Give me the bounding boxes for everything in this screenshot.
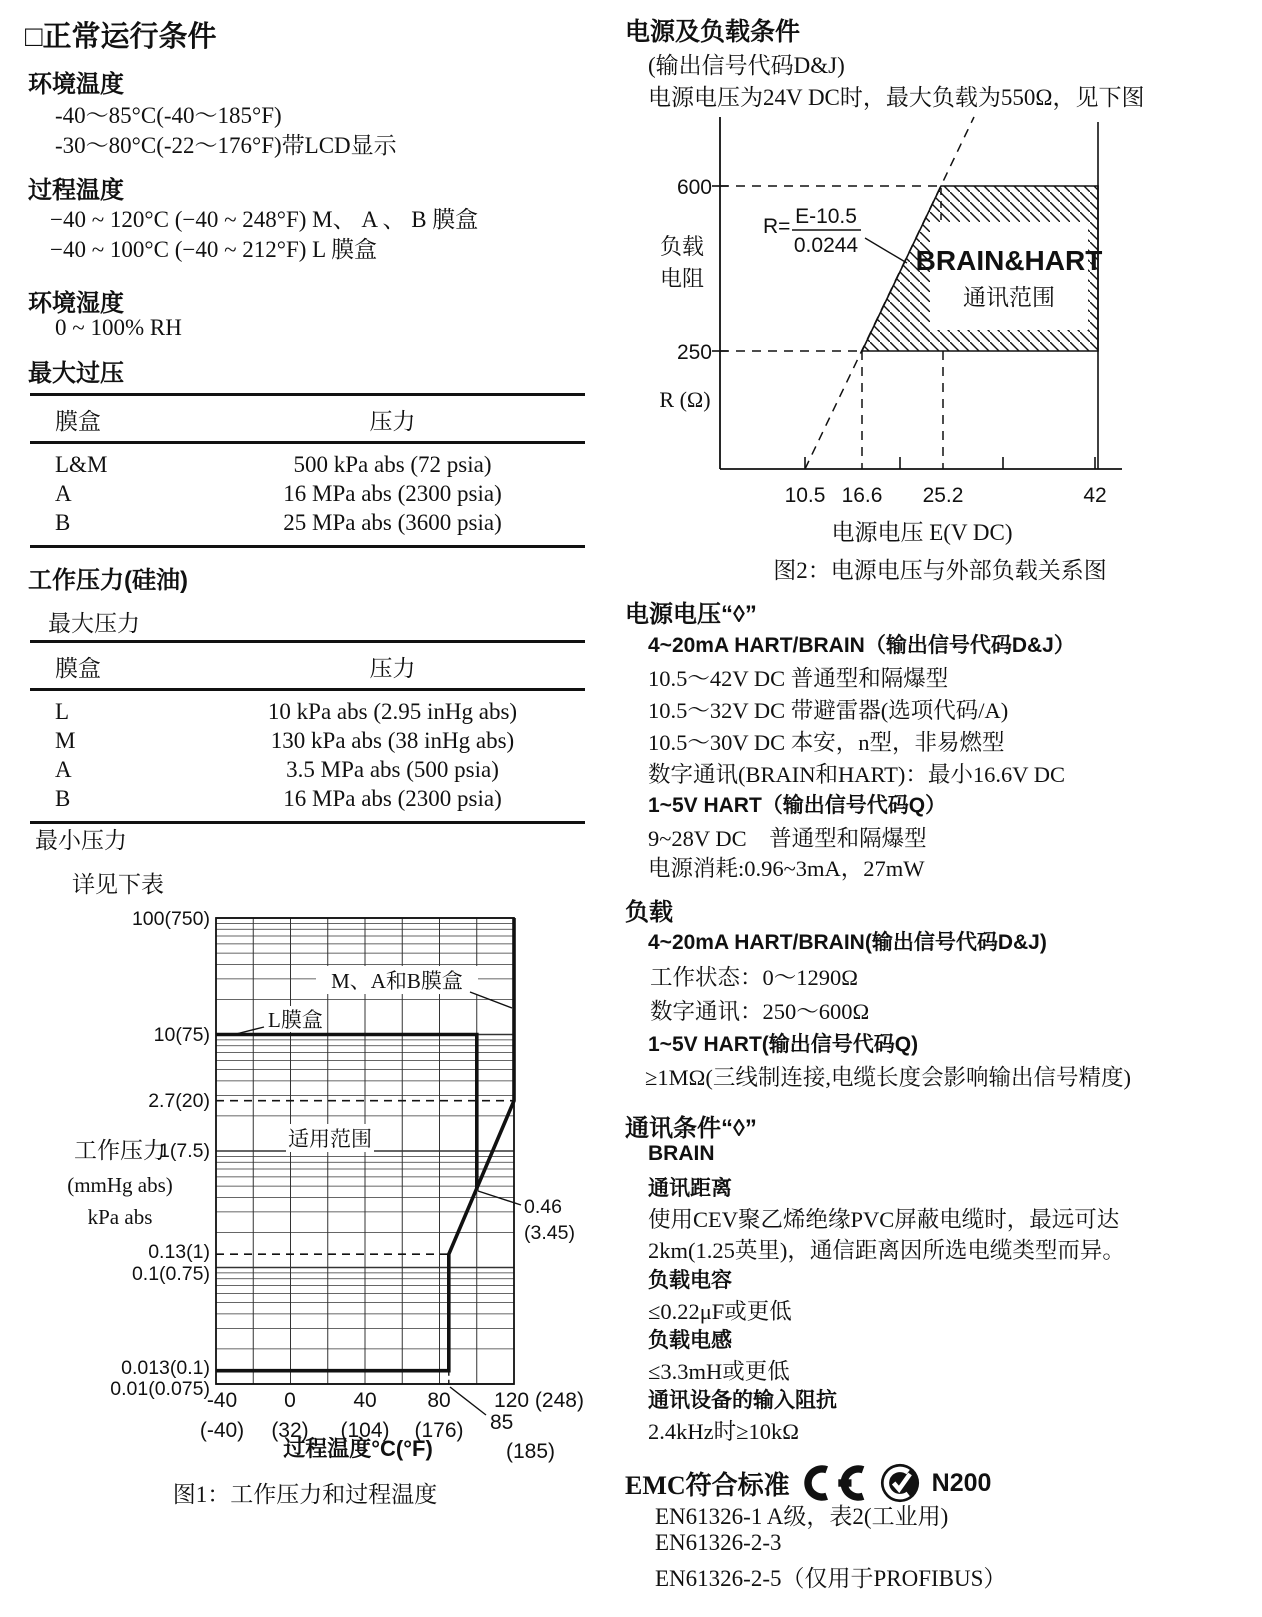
supply-item: 电源消耗:0.96~3mA，27mW (648, 856, 925, 881)
table-header-row (30, 396, 585, 444)
x-tick: 120 (248) (494, 1389, 584, 1412)
supply-item: 9~28V DC 普通型和隔爆型 (648, 826, 927, 851)
load-item: 数字通讯：250～600Ω (650, 999, 870, 1024)
table-row (30, 479, 585, 508)
cell-pressure: 130 kPa abs (38 inHg abs) (270, 728, 515, 753)
load-item: 工作状态：0～1290Ω (650, 965, 858, 990)
cell-capsule: B (55, 786, 71, 811)
formula-denominator: 0.0244 (793, 234, 859, 257)
cell-capsule: M (55, 728, 76, 753)
x-subtick: (104) (340, 1419, 390, 1442)
y-tick-label: 250 (676, 341, 712, 364)
formula-numerator: E-10.5 (795, 205, 857, 228)
comm-item: 通讯距离 (648, 1177, 732, 1200)
min-pressure-note: 详见下表 (72, 872, 164, 897)
y-axis-unit: (mmHg abs) (67, 1173, 173, 1197)
y-axis-unit: kPa abs (87, 1205, 153, 1229)
cell-capsule: A (55, 757, 72, 782)
y-axis-title: 负载 (659, 234, 705, 259)
y-tick: 1(7.5) (159, 1140, 210, 1162)
cell-pressure: 25 MPa abs (3600 psia) (283, 510, 502, 535)
y-tick: 2.7(20) (148, 1090, 210, 1112)
overpressure-table (30, 393, 585, 548)
y-tick: 0.01(0.075) (110, 1378, 210, 1400)
x-subtick: (-40) (199, 1419, 245, 1442)
supply-item: 10.5～42V DC 普通型和隔爆型 (648, 666, 949, 691)
comm-item: 通讯设备的输入阻抗 (648, 1389, 837, 1412)
table-row (30, 450, 585, 479)
y-tick: 0.013(0.1) (121, 1357, 210, 1379)
mab-capsule-label: M、A和B膜盒 (331, 969, 463, 993)
emc-standard-line: EN61326-2-5（仅用于PROFIBUS） (655, 1566, 1007, 1591)
applicable-range-label: 适用范围 (288, 1127, 372, 1151)
supply-item: 数字通讯(BRAIN和HART)：最小16.6V DC (648, 762, 1065, 787)
cell-capsule: B (55, 510, 71, 535)
supply-item: 4~20mA HART/BRAIN（输出信号代码D&J） (648, 634, 1075, 657)
x-tick: 40 (353, 1389, 377, 1412)
heading-emc: EMC符合标准 (625, 1470, 790, 1500)
y-tick: 0.13(1) (148, 1241, 210, 1263)
supply-item: 1~5V HART（输出信号代码Q） (648, 794, 947, 817)
process-temp-line: −40 ~ 120°C (−40 ~ 248°F) M、 A 、 B 膜盒 (50, 207, 479, 232)
table-header-pressure: 压力 (369, 656, 416, 681)
heading-process-temp: 过程温度 (28, 177, 124, 204)
region-label-bg (930, 222, 1088, 330)
heading-load: 负载 (625, 899, 673, 926)
table-header-pressure: 压力 (369, 409, 416, 434)
cell-capsule: L&M (55, 452, 108, 477)
region-label-brainhart: BRAIN&HART (915, 245, 1103, 276)
y-tick: 0.1(0.75) (131, 1263, 210, 1285)
ambient-temp-line: -40～85°C(-40～185°F) (55, 103, 282, 128)
comm-item: 2km(1.25英里)，通信距离因所选电缆类型而异。 (648, 1238, 1125, 1263)
figure1-working-pressure-chart (20, 896, 590, 1476)
load-item: 1~5V HART(输出信号代码Q) (648, 1033, 919, 1056)
cell-pressure: 16 MPa abs (2300 psia) (283, 786, 502, 811)
x-tick-label: 10.5 (784, 484, 826, 507)
table-row (30, 784, 585, 813)
region-label-range: 通讯范围 (963, 285, 1055, 310)
subheading-max-pressure: 最大压力 (48, 611, 140, 636)
cell-capsule: L (55, 699, 70, 724)
heading-comm-conditions: 通讯条件“◊” (625, 1115, 757, 1142)
cell-capsule: A (55, 481, 72, 506)
emc-standard-line: EN61326-2-3 (655, 1530, 782, 1555)
heading-min-pressure: 最小压力 (35, 828, 127, 853)
heading-supply-voltage: 电源电压“◊” (625, 601, 757, 628)
formula-lhs: R= (763, 215, 791, 238)
comm-item: 负载电感 (648, 1329, 732, 1352)
load-item: ≥1MΩ(三线制连接,电缆长度会影响输出信号精度) (645, 1065, 1131, 1090)
page-title: □正常运行条件 (25, 21, 217, 53)
n200-label: N200 (931, 1468, 992, 1497)
comm-item: 使用CEV聚乙烯绝缘PVC屏蔽电缆时，最远可达 (648, 1207, 1120, 1232)
working-pressure-table (30, 640, 585, 824)
table-row (30, 755, 585, 784)
power-load-line: 电源电压为24V DC时，最大负载为550Ω，见下图 (648, 85, 1145, 110)
heading-humidity: 环境湿度 (28, 290, 124, 317)
l-capsule-boundary-line (216, 1035, 477, 1191)
process-temp-line: −40 ~ 100°C (−40 ~ 212°F) L 膜盒 (50, 237, 378, 262)
heading-working-pressure: 工作压力(硅油) (28, 567, 188, 594)
x-tick-label: 42 (1083, 484, 1107, 507)
x-tick: 80 (427, 1389, 451, 1412)
y-axis-unit: R (Ω) (659, 387, 711, 412)
emc-standard-line: EN61326-1 A级，表2(工业用) (655, 1504, 949, 1529)
c-tick-mark-icon (880, 1463, 920, 1503)
comm-item: ≤0.22μF或更低 (648, 1299, 792, 1324)
comm-item: 2.4kHz时≥10kΩ (648, 1419, 799, 1444)
heading-ambient-temp: 环境温度 (28, 71, 124, 98)
tick-85-leader (450, 1387, 486, 1415)
heading-power-load: 电源及负载条件 (625, 18, 801, 46)
table-row (30, 508, 585, 537)
x-subtick: (176) (414, 1419, 464, 1442)
supply-item: 10.5～30V DC 本安，n型，非易燃型 (648, 730, 1005, 755)
x-axis-title: 电源电压 E(V DC) (831, 520, 1013, 545)
figure2-supply-load-chart (630, 102, 1250, 554)
y-axis-title: 电阻 (659, 266, 705, 291)
power-load-line: (输出信号代码D&J) (648, 53, 845, 78)
table-header-capsule: 膜盒 (55, 409, 101, 434)
p046-sublabel: (3.45) (524, 1222, 575, 1244)
heading-overpressure: 最大过压 (28, 360, 124, 387)
cell-pressure: 500 kPa abs (72 psia) (293, 452, 492, 477)
x-tick: -40 (206, 1389, 238, 1412)
table-row (30, 726, 585, 755)
x-tick-label: 16.6 (841, 484, 883, 507)
ambient-temp-line: -30～80°C(-22～176°F)带LCD显示 (55, 133, 397, 158)
load-item: 4~20mA HART/BRAIN(输出信号代码D&J) (648, 931, 1047, 954)
comm-item: BRAIN (648, 1142, 715, 1165)
x-subtick: (32) (271, 1419, 309, 1442)
table-row (30, 697, 585, 726)
cell-pressure: 16 MPa abs (2300 psia) (283, 481, 502, 506)
figure1-caption: 图1：工作压力和过程温度 (172, 1482, 438, 1507)
comm-item: ≤3.3mH或更低 (648, 1359, 790, 1384)
p046-label: 0.46 (524, 1196, 562, 1218)
formula-leader-line (865, 238, 907, 263)
table-header-capsule: 膜盒 (55, 656, 101, 681)
x-tick-label: 25.2 (922, 484, 964, 507)
cell-pressure: 10 kPa abs (2.95 inHg abs) (267, 699, 518, 724)
y-tick: 10(75) (153, 1024, 210, 1046)
cell-pressure: 3.5 MPa abs (500 psia) (286, 757, 499, 782)
x-tick: 0 (284, 1389, 296, 1412)
x-axis-title: 过程温度°C(°F) (283, 1436, 433, 1461)
comm-item: 负载电容 (648, 1269, 732, 1292)
l-capsule-label: L膜盒 (268, 1008, 323, 1032)
y-axis-title: 工作压力 (74, 1138, 166, 1163)
figure2-caption: 图2：电源电压与外部负载关系图 (773, 558, 1107, 583)
x-extra-subtick: (185) (506, 1440, 556, 1463)
table-header-row (30, 643, 585, 691)
y-tick-label: 600 (676, 176, 712, 199)
y-tick: 100(750) (131, 908, 210, 930)
supply-item: 10.5～32V DC 带避雷器(选项代码/A) (648, 698, 1009, 723)
humidity-line: 0 ~ 100% RH (55, 315, 182, 340)
x-extra-tick: 85 (490, 1411, 514, 1434)
